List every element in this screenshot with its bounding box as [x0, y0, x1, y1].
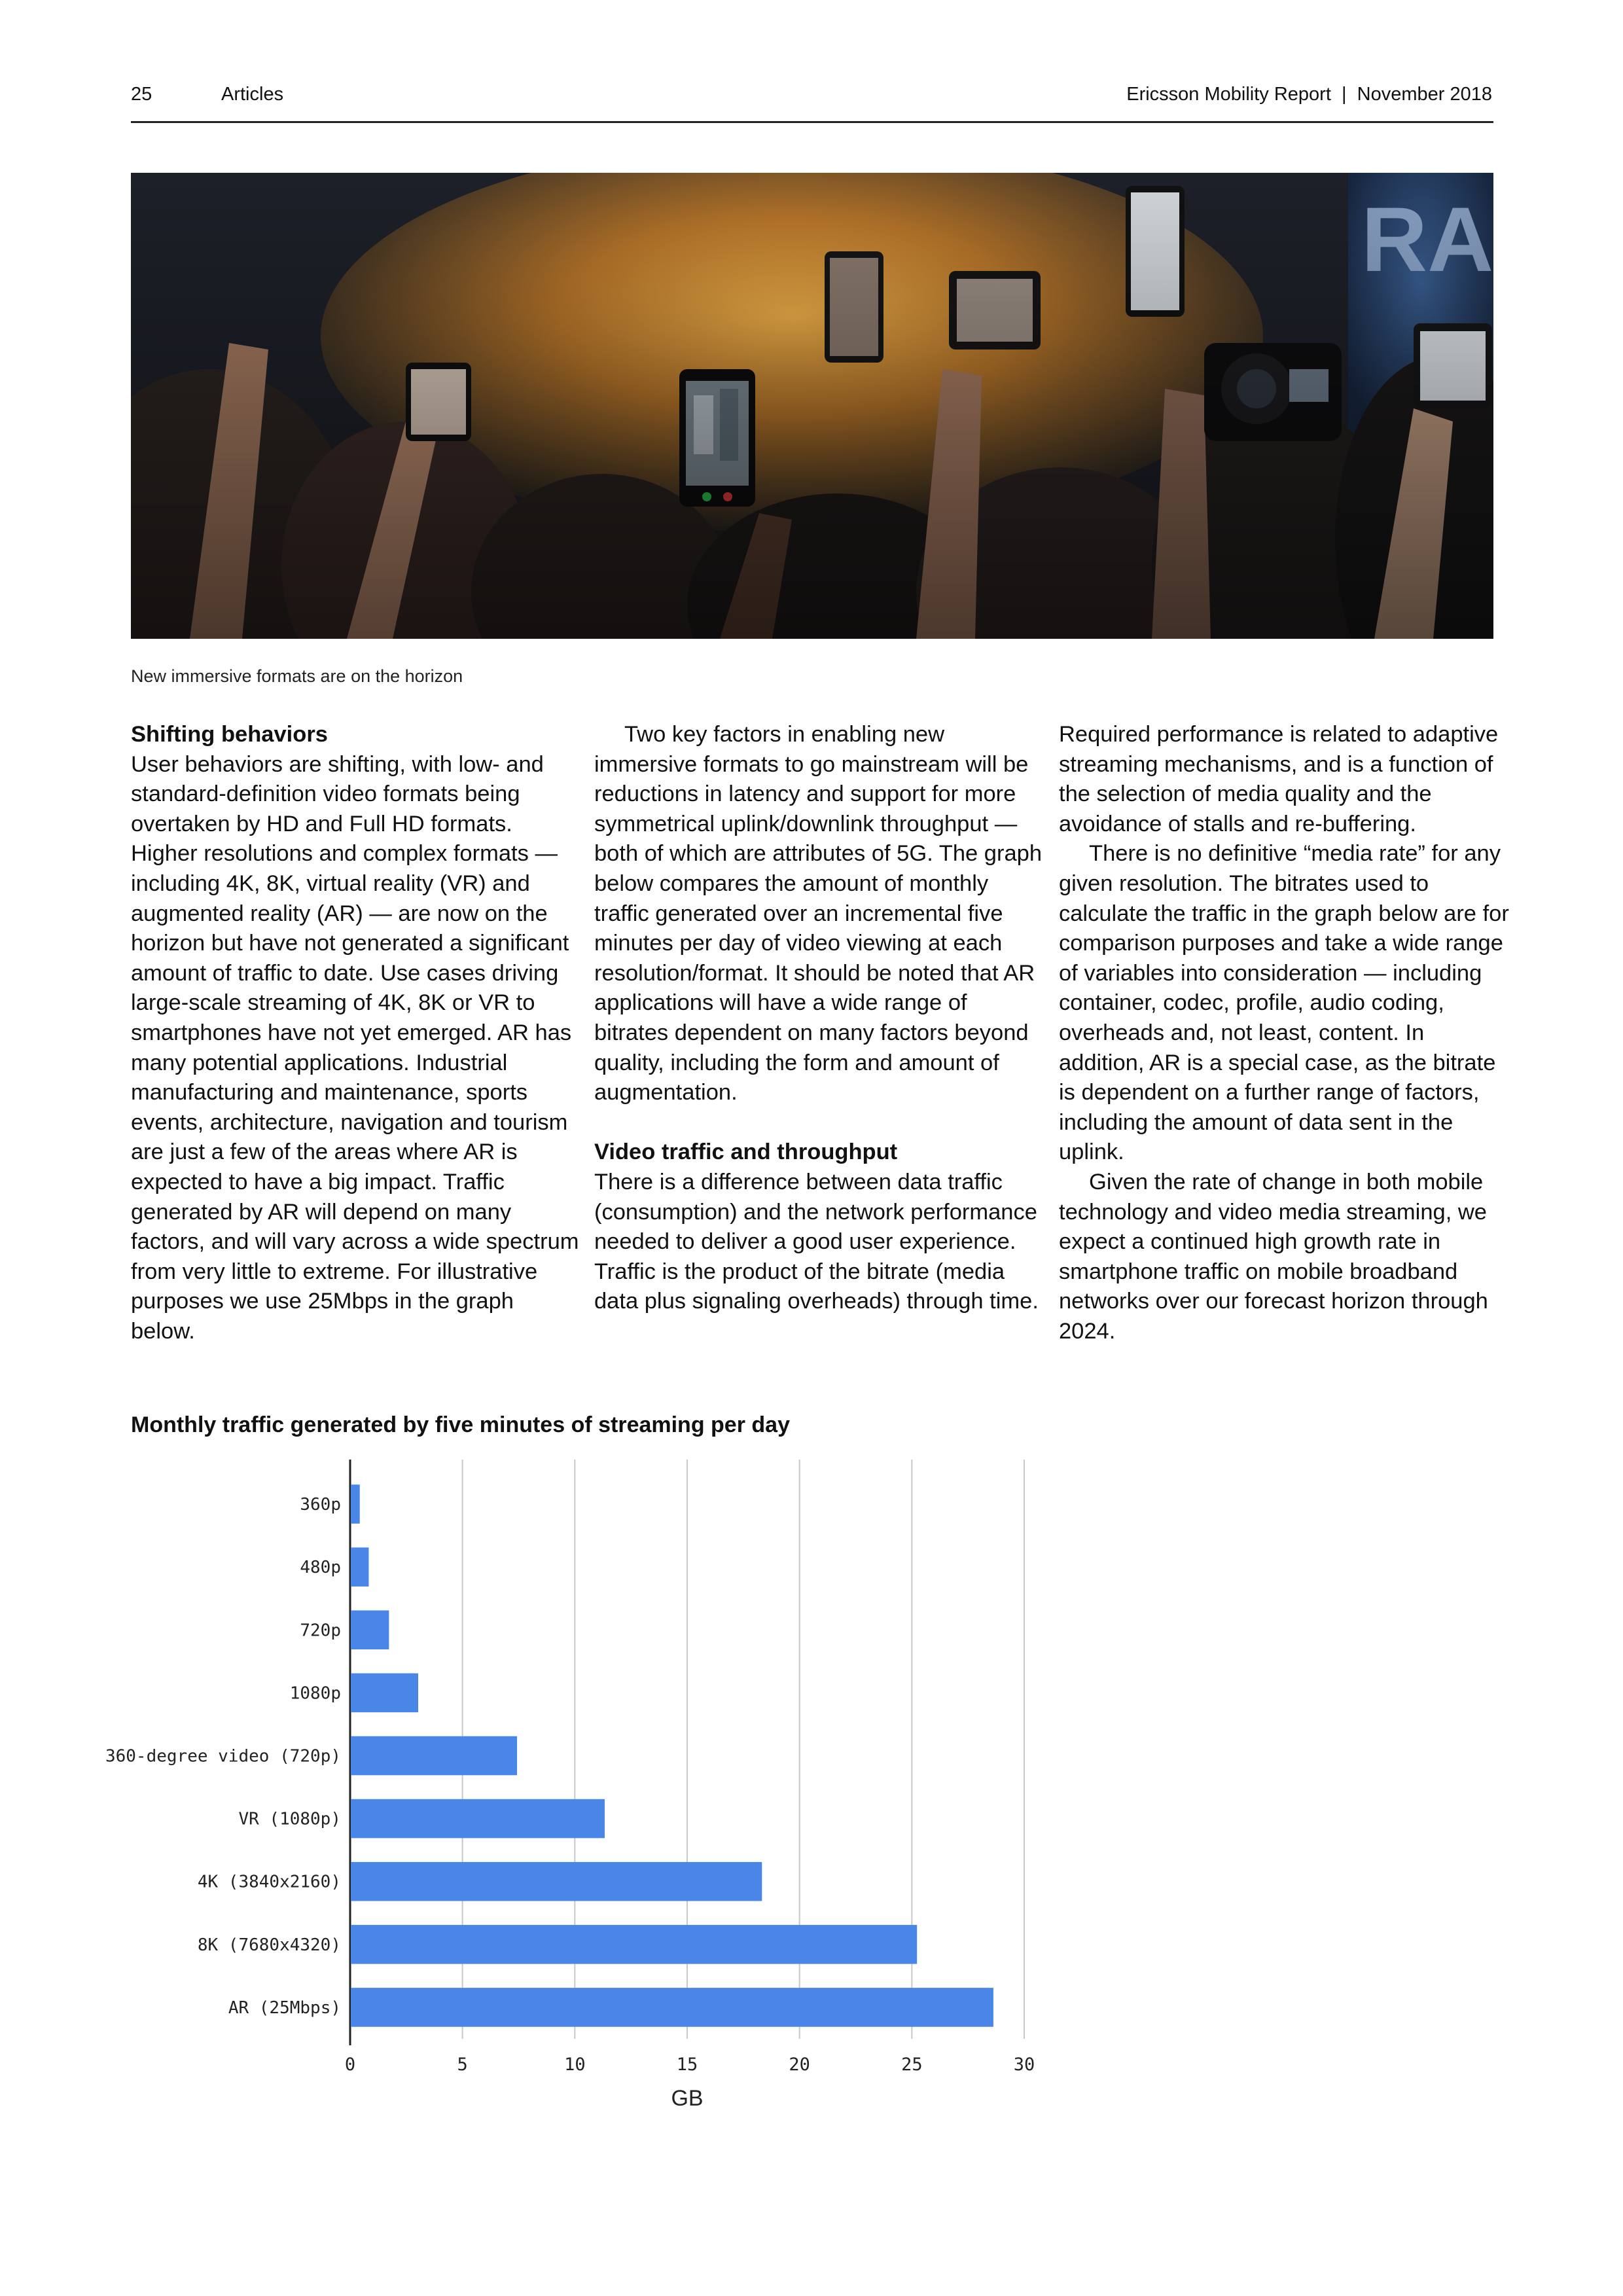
x-axis-label: GB — [671, 2086, 704, 2111]
photo-caption: New immersive formats are on the horizon — [131, 666, 463, 686]
x-tick-label: 0 — [344, 2054, 356, 2075]
x-tick-label: 15 — [676, 2054, 698, 2075]
bar — [351, 1547, 368, 1587]
bar — [351, 1484, 360, 1524]
section-heading-shifting: Shifting behaviors — [131, 722, 328, 747]
bar — [351, 1610, 389, 1649]
traffic-bar-chart — [0, 1453, 1113, 2137]
x-tick-label: 20 — [789, 2054, 810, 2075]
paragraph: Given the rate of change in both mobile technology and video media streaming, we expect a continued high growth rate in smartphone traffic on mobile broadband networks over our forecast horizon through 2024. — [1059, 1169, 1488, 1344]
bar — [351, 1736, 517, 1776]
category-label: 4K (3840x2160) — [197, 1872, 341, 1892]
category-label: 480p — [300, 1558, 341, 1578]
category-label: AR (25Mbps) — [228, 1998, 341, 2018]
paragraph: Required performance is related to adaptive streaming mechanisms, and is a function of the selection of media quality and the avoidance of stalls and re-buffering. — [1059, 722, 1499, 836]
header-rule — [131, 121, 1493, 123]
text-column-1 — [131, 720, 582, 1346]
category-label: 720p — [300, 1621, 341, 1641]
text-column-3 — [1059, 720, 1510, 1346]
section-heading-video-traffic: Video traffic and throughput — [594, 1139, 898, 1165]
category-label: 1080p — [289, 1683, 341, 1704]
publication-title: Ericsson Mobility Report | November 2018 — [1126, 84, 1492, 105]
text-column-2 — [594, 720, 1046, 1317]
paragraph: There is no definitive “media rate” for any given resolution. The bitrates used to calculate the traffic in the graph below are for comparison purposes and take a wide range of variables into consideration — including container, codec, profile, audio coding, overheads and, not least, content. In addition, AR is a special case, as the bitrate is dependent on a further range of factors, including the amount of data sent in the uplink. — [1059, 841, 1509, 1165]
page-number: 25 — [131, 84, 152, 105]
x-tick-label: 5 — [457, 2054, 468, 2075]
category-label: VR (1080p) — [238, 1809, 341, 1829]
bar — [351, 1862, 762, 1901]
paragraph: Two key factors in enabling new immersive formats to go mainstream will be reductions in latency and support for more symmetrical uplink/downlink throughput — both of which are attributes of 5G. The graph below compares the amount of monthly traffic generated over an incremental five minutes per day of video viewing at each resolution/format. It should be noted that AR applications will have a wide range of bitrates dependent on many factors beyond quality, including the form and amount of augmentation. — [594, 722, 1043, 1105]
bar — [351, 1799, 605, 1839]
crowd-photo — [131, 173, 1493, 639]
x-tick-label: 10 — [564, 2054, 586, 2075]
category-label: 8K (7680x4320) — [197, 1935, 341, 1955]
bar — [351, 1674, 418, 1713]
paragraph: There is a difference between data traffic (consumption) and the network performance needed to deliver a good user experience. Traffic is the product of the bitrate (media data plus signaling overheads) through time. — [594, 1169, 1039, 1314]
category-label: 360-degree video (720p) — [105, 1746, 341, 1767]
category-label: 360p — [300, 1495, 341, 1515]
x-tick-label: 30 — [1013, 2054, 1035, 2075]
bar — [351, 1925, 917, 1964]
bar — [351, 1988, 993, 2027]
chart-title: Monthly traffic generated by five minutes of streaming per day — [131, 1412, 790, 1437]
paragraph: User behaviors are shifting, with low- and standard-definition video formats being overtaken by HD and Full HD formats. Higher resolutions and complex formats — including 4K, 8K, virtual reality (VR) and augmented reality (AR) — are now on the horizon but have not generated a significant amount of traffic to date. Use cases driving large-scale streaming of 4K, 8K or VR to smartphones have not yet emerged. AR has many potential applications. Industrial manufacturing and maintenance, sports events, architecture, navigation and tourism are just a few of the areas where AR is expected to have a big impact. Traffic generated by AR will depend on many factors, and will vary across a wide spectrum from very little to extreme. For illustrative purposes we use 25Mbps in the graph below. — [131, 751, 579, 1344]
x-tick-label: 25 — [901, 2054, 923, 2075]
section-label: Articles — [221, 84, 284, 105]
